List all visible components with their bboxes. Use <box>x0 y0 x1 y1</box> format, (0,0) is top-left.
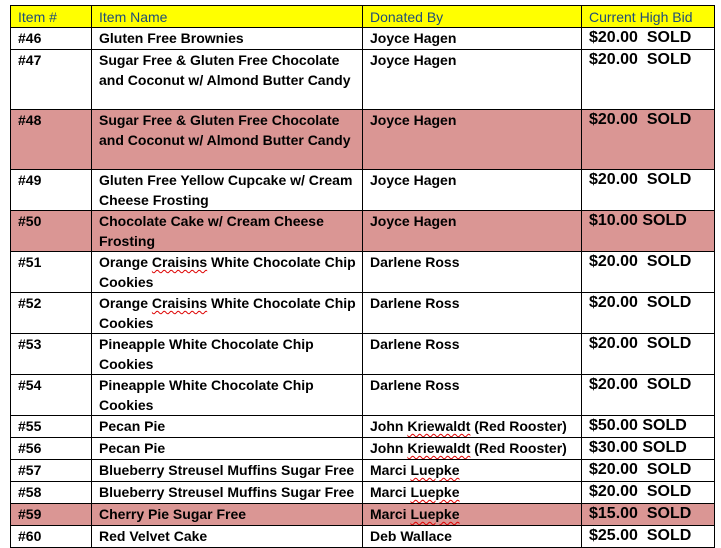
table-row <box>11 504 715 526</box>
spellcheck-underline: Luepke <box>410 462 460 478</box>
cell-item-number: #51 <box>11 252 92 293</box>
header-current-high-bid: Current High Bid <box>582 6 715 28</box>
spellcheck-underline: Kriewaldt <box>407 418 471 434</box>
cell-current-high-bid: $20.00 SOLD <box>582 252 715 293</box>
cell-item-name: Pecan Pie <box>92 416 363 438</box>
cell-item-number: #53 <box>11 334 92 375</box>
cell-donated-by: Darlene Ross <box>363 252 582 293</box>
cell-current-high-bid: $20.00 SOLD <box>582 334 715 375</box>
cell-item-name: Sugar Free & Gluten Free Chocolate and Coconut w/ Almond Butter Candy <box>92 50 363 110</box>
header-donated-by: Donated By <box>363 6 582 28</box>
table-row <box>11 460 715 482</box>
cell-current-high-bid: $20.00 SOLD <box>582 28 715 50</box>
cell-item-name: Pecan Pie <box>92 438 363 460</box>
cell-item-number: #58 <box>11 482 92 504</box>
table-row <box>11 293 715 334</box>
cell-donated-by: Joyce Hagen <box>363 110 582 170</box>
cell-item-name: Blueberry Streusel Muffins Sugar Free <box>92 482 363 504</box>
cell-item-name: Cherry Pie Sugar Free <box>92 504 363 526</box>
cell-item-name: Gluten Free Brownies <box>92 28 363 50</box>
cell-item-number: #52 <box>11 293 92 334</box>
table-row <box>11 375 715 416</box>
cell-current-high-bid: $20.00 SOLD <box>582 293 715 334</box>
cell-current-high-bid: $20.00 SOLD <box>582 375 715 416</box>
spellcheck-underline: Luepke <box>410 506 460 522</box>
cell-donated-by: Marci Luepke <box>363 482 582 504</box>
cell-item-number: #60 <box>11 526 92 548</box>
table-row <box>11 110 715 170</box>
cell-item-name: Blueberry Streusel Muffins Sugar Free <box>92 460 363 482</box>
cell-donated-by: Darlene Ross <box>363 375 582 416</box>
cell-donated-by: Joyce Hagen <box>363 28 582 50</box>
cell-item-number: #49 <box>11 170 92 211</box>
cell-donated-by: Joyce Hagen <box>363 50 582 110</box>
header-item-name: Item Name <box>92 6 363 28</box>
auction-table <box>10 5 715 548</box>
cell-current-high-bid: $20.00 SOLD <box>582 50 715 110</box>
table-row <box>11 334 715 375</box>
cell-item-number: #56 <box>11 438 92 460</box>
cell-donated-by: Deb Wallace <box>363 526 582 548</box>
cell-item-name: Chocolate Cake w/ Cream Cheese Frosting <box>92 211 363 252</box>
cell-donated-by: Darlene Ross <box>363 293 582 334</box>
cell-item-number: #48 <box>11 110 92 170</box>
spellcheck-underline: Kriewaldt <box>407 440 471 456</box>
cell-current-high-bid: $20.00 SOLD <box>582 170 715 211</box>
cell-current-high-bid: $30.00 SOLD <box>582 438 715 460</box>
table-row <box>11 28 715 50</box>
cell-item-name: Pineapple White Chocolate Chip Cookies <box>92 375 363 416</box>
cell-item-name: Sugar Free & Gluten Free Chocolate and Coconut w/ Almond Butter Candy <box>92 110 363 170</box>
cell-current-high-bid: $20.00 SOLD <box>582 482 715 504</box>
cell-current-high-bid: $50.00 SOLD <box>582 416 715 438</box>
cell-item-number: #55 <box>11 416 92 438</box>
table-body <box>11 28 715 548</box>
cell-item-name: Red Velvet Cake <box>92 526 363 548</box>
cell-item-name: Orange Craisins White Chocolate Chip Cookies <box>92 293 363 334</box>
table-row <box>11 482 715 504</box>
table-row <box>11 252 715 293</box>
spellcheck-underline: Craisins <box>151 254 208 270</box>
table-row <box>11 170 715 211</box>
cell-current-high-bid: $25.00 SOLD <box>582 526 715 548</box>
cell-item-name: Pineapple White Chocolate Chip Cookies <box>92 334 363 375</box>
cell-current-high-bid: $20.00 SOLD <box>582 110 715 170</box>
cell-item-number: #46 <box>11 28 92 50</box>
cell-current-high-bid: $20.00 SOLD <box>582 460 715 482</box>
cell-donated-by: John Kriewaldt (Red Rooster) <box>363 416 582 438</box>
cell-donated-by: Joyce Hagen <box>363 170 582 211</box>
cell-donated-by: Marci Luepke <box>363 460 582 482</box>
spellcheck-underline: Craisins <box>151 295 208 311</box>
header-row <box>11 6 715 28</box>
table-row <box>11 526 715 548</box>
cell-donated-by: Marci Luepke <box>363 504 582 526</box>
cell-item-number: #50 <box>11 211 92 252</box>
cell-item-number: #47 <box>11 50 92 110</box>
table-row <box>11 50 715 110</box>
spellcheck-underline: Luepke <box>410 484 460 500</box>
table-row <box>11 211 715 252</box>
cell-donated-by: John Kriewaldt (Red Rooster) <box>363 438 582 460</box>
cell-item-number: #59 <box>11 504 92 526</box>
cell-donated-by: Darlene Ross <box>363 334 582 375</box>
cell-current-high-bid: $10.00 SOLD <box>582 211 715 252</box>
cell-current-high-bid: $15.00 SOLD <box>582 504 715 526</box>
cell-item-number: #54 <box>11 375 92 416</box>
cell-donated-by: Joyce Hagen <box>363 211 582 252</box>
header-item-number: Item # <box>11 6 92 28</box>
table-row <box>11 416 715 438</box>
cell-item-number: #57 <box>11 460 92 482</box>
cell-item-name: Gluten Free Yellow Cupcake w/ Cream Cheese Frosting <box>92 170 363 211</box>
cell-item-name: Orange Craisins White Chocolate Chip Cookies <box>92 252 363 293</box>
table-row <box>11 438 715 460</box>
